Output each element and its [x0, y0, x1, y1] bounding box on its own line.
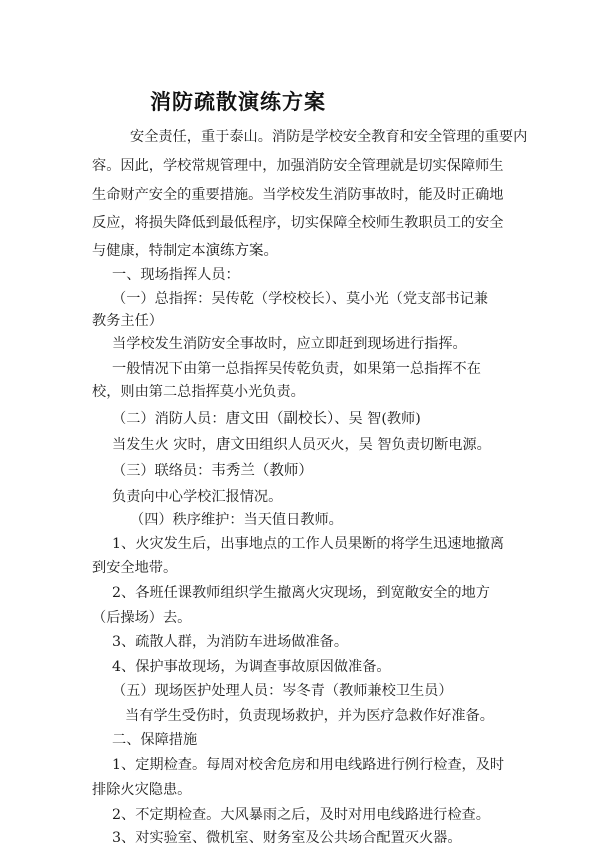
paragraph-line: 反应，将损失降低到最低程序，切实保障全校师生教职员工的安全 — [92, 215, 504, 231]
text-run-bold: 演练方案。 — [205, 243, 279, 259]
text-run: （二）消防人员： — [112, 411, 226, 427]
text-run: 组织人员灭火，吴 智负责切断电源。 — [259, 437, 491, 453]
text-run: 与健康，特制定本 — [92, 243, 206, 259]
paragraph-line — [112, 409, 421, 429]
paragraph-line: 4、保护事故现场，为调查事故原因做准备。 — [112, 659, 391, 675]
paragraph-line: 教务主任） — [92, 313, 163, 329]
document-title: 消防疏散演练方案 — [150, 90, 326, 114]
paragraph-line: （后操场）去。 — [92, 610, 192, 626]
paragraph-line — [92, 241, 278, 261]
text-run: 、吴 智(教师) — [334, 411, 421, 427]
paragraph-line: 3、疏散人群，为消防车进场做准备。 — [112, 634, 349, 650]
paragraph-line: 当有学生受伤时，负责现场救护，并为医疗急救作好准备。 — [125, 708, 494, 724]
paragraph-line: 生命财产安全的重要措施。当学校发生消防事故时，能及时正确地 — [92, 187, 504, 203]
paragraph-line: 一般情况下由第一总指挥吴传乾负责，如果第一总指挥不在 — [112, 361, 481, 377]
text-run-bold: 韦秀兰（教师） — [211, 463, 313, 479]
text-run-bold: 唐文田 — [215, 437, 260, 453]
text-run-bold: 唐文田（副校长） — [225, 411, 335, 427]
paragraph-line: 负责向中心学校汇报情况。 — [112, 489, 283, 505]
paragraph-line: 到安全地带。 — [92, 560, 178, 576]
paragraph-line: 1、定期检查。每周对校舍危房和用电线路进行例行检查，及时 — [112, 757, 505, 773]
paragraph-line: 当学校发生消防安全事故时，应立即赶到现场进行指挥。 — [112, 336, 467, 352]
paragraph-line — [112, 435, 491, 455]
paragraph-line: 安全责任，重于泰山。消防是学校安全教育和安全管理的重要内 — [130, 129, 528, 145]
section-heading: 二、保障措施 — [112, 732, 198, 748]
paragraph-line: 校，则由第二总指挥莫小光负责。 — [92, 384, 305, 400]
paragraph-line: 容。因此，学校常规管理中，加强消防安全管理就是切实保障师生 — [92, 158, 504, 174]
text-run: （三）联络员： — [112, 463, 212, 479]
paragraph-line — [112, 461, 313, 481]
paragraph-line: 3、对实验室、微机室、财务室及公共场合配置灭火器。 — [112, 830, 462, 846]
paragraph-line: 2、各班任课教师组织学生撤离火灾现场，到宽敞安全的地方 — [112, 585, 490, 601]
paragraph-line: 1、火灾发生后，出事地点的工作人员果断的将学生迅速地撤离 — [112, 536, 505, 552]
paragraph-line: （一）总指挥：吴传乾（学校校长）、莫小光（党支部书记兼 — [112, 291, 488, 307]
paragraph-line: （五）现场医护处理人员：岑冬青（教师兼校卫生员） — [112, 683, 453, 699]
section-heading: 一、现场指挥人员： — [112, 267, 240, 283]
text-run: 当发生火 灾时， — [112, 437, 216, 453]
paragraph-line: 排除火灾隐患。 — [92, 782, 192, 798]
paragraph-line: 2、不定期检查。大风暴雨之后，及时对用电线路进行检查。 — [112, 807, 490, 823]
paragraph-line: （四）秩序维护：当天值日教师。 — [130, 512, 343, 528]
